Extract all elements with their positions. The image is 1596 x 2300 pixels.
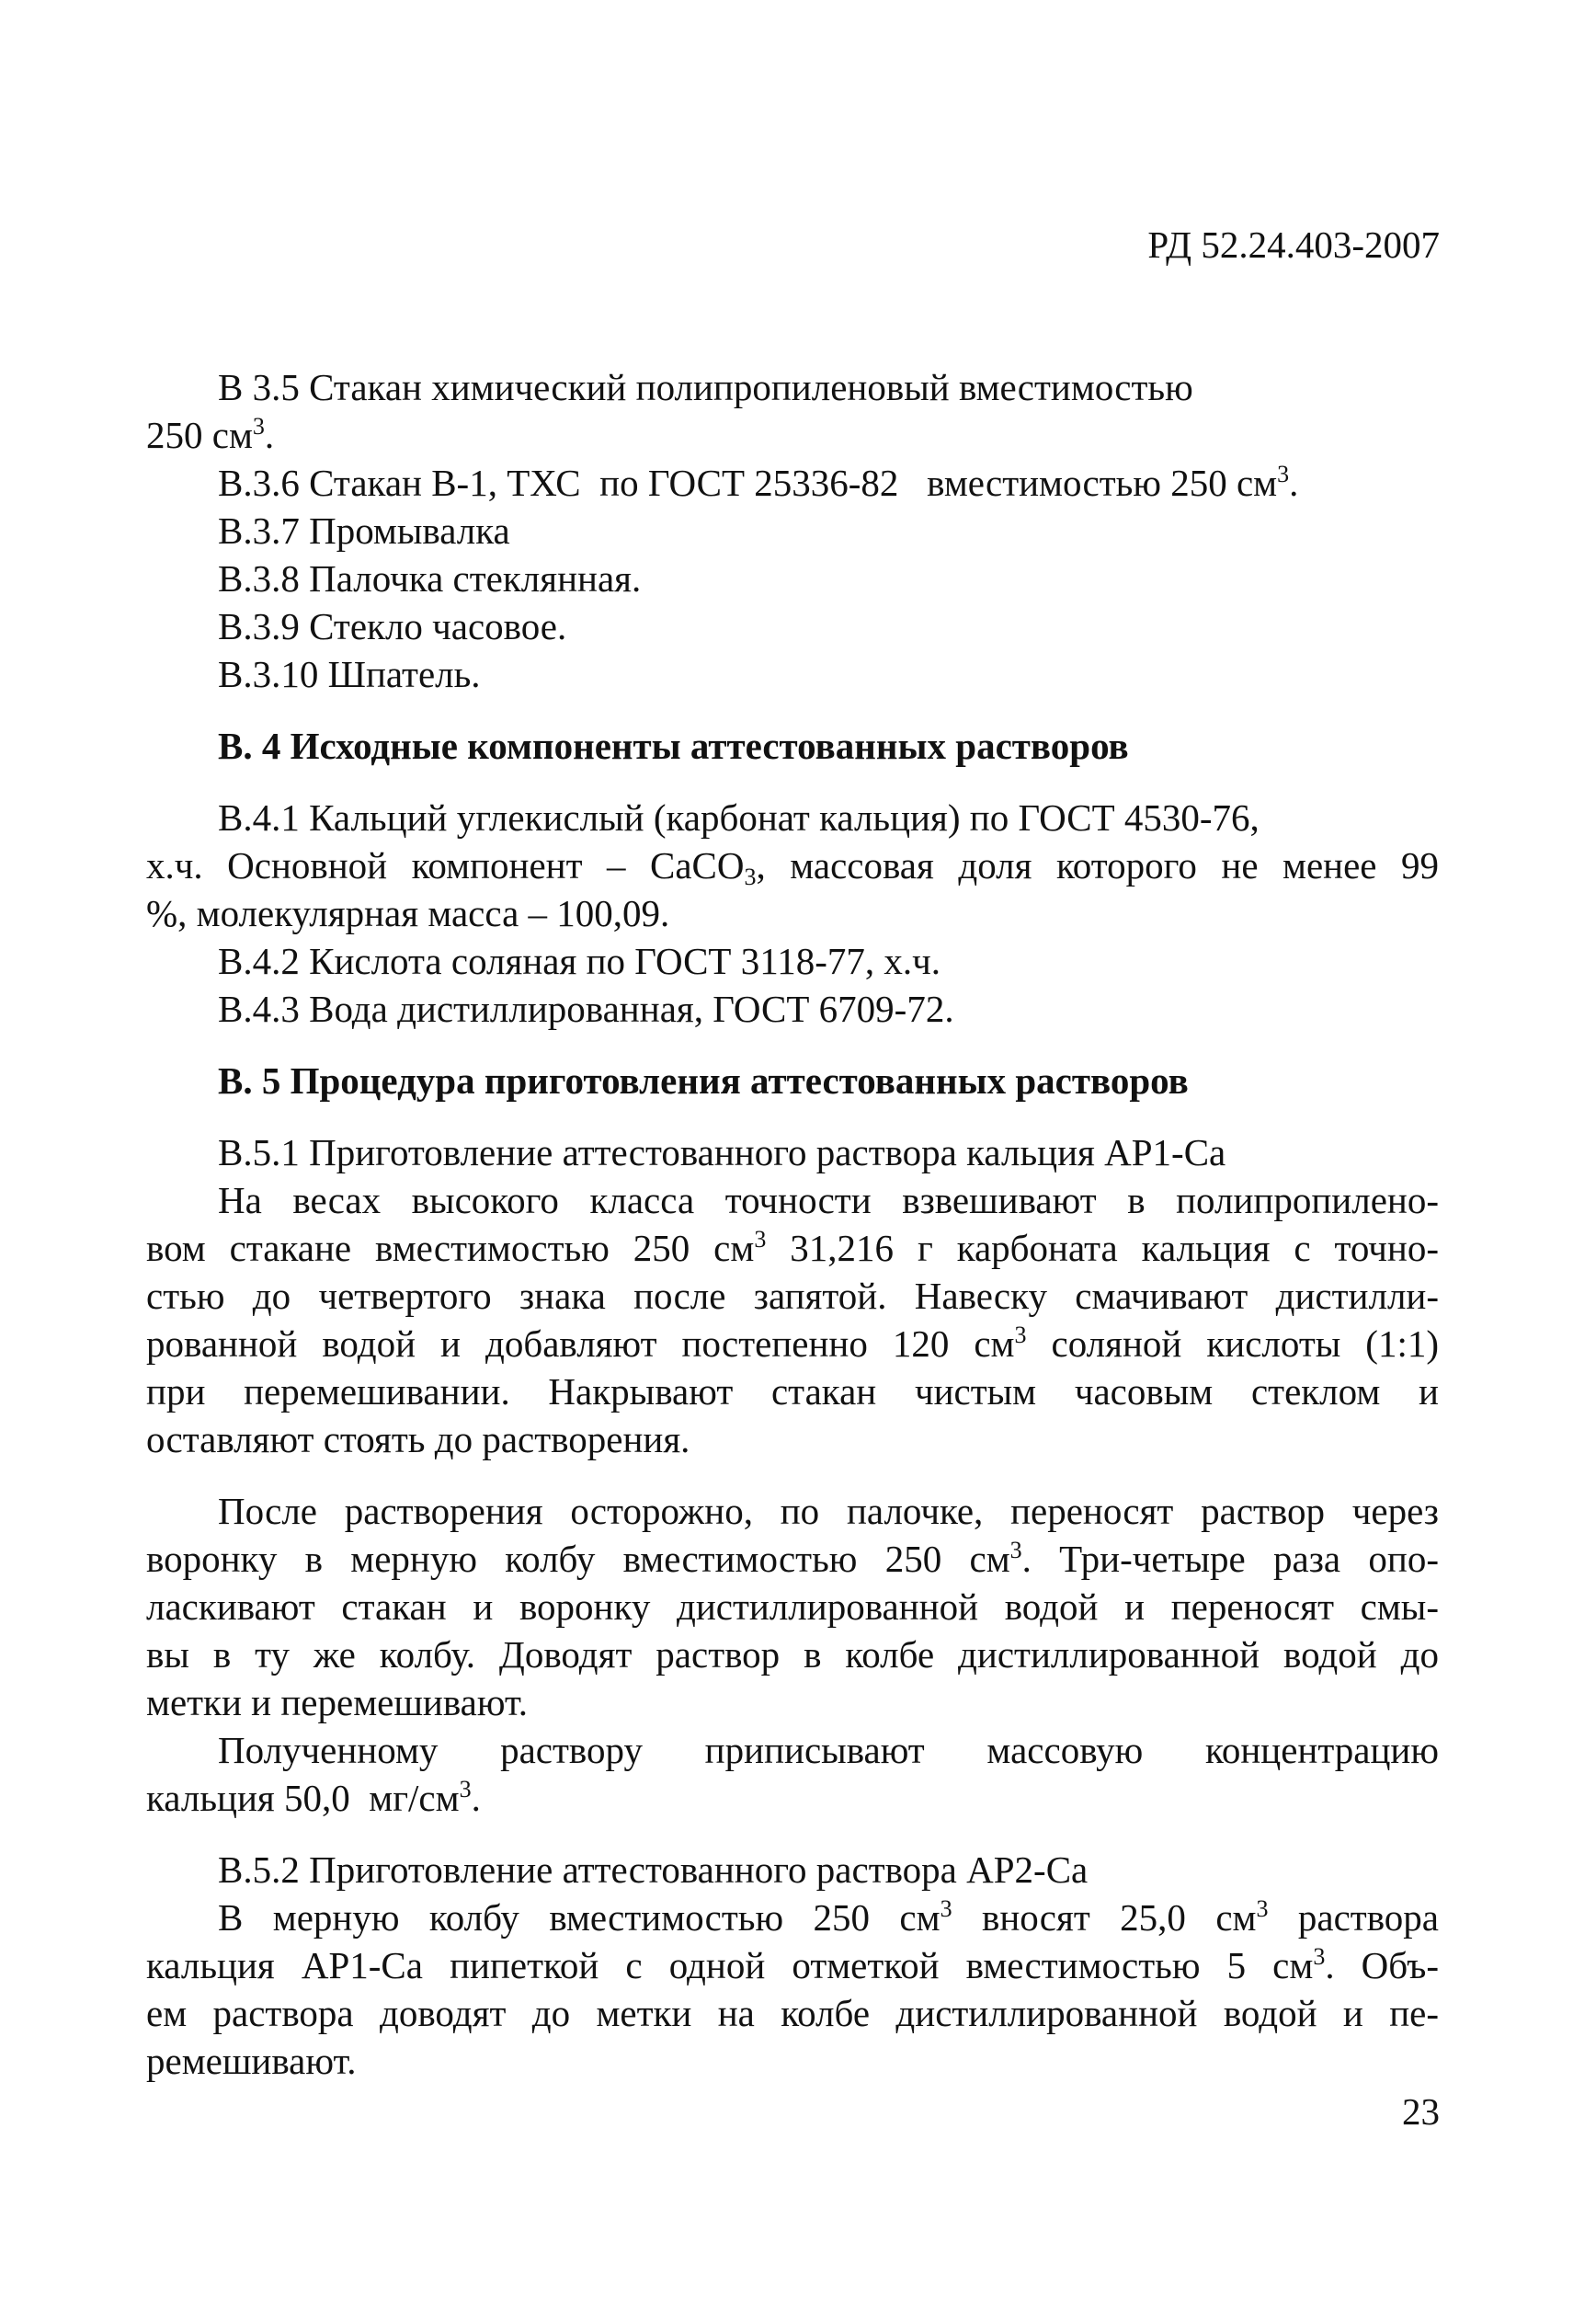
text-line: В.5.1 Приготовление аттестованного раствора кальция АР1-Са (218, 1131, 1226, 1173)
text-line: В.5.2 Приготовление аттестованного раствора АР2-Са (218, 1848, 1089, 1891)
text-line: В мерную колбу вместимостью 250 $см^3$ вносят 25,0 $см^3$ раствора (218, 1895, 1439, 1939)
section-heading: В. 5 Процедура приготовления аттестованных растворов (218, 1059, 1189, 1102)
text-line: рованной водой и добавляют постепенно 120 $см^3$ соляной кислоты (1:1) (146, 1322, 1440, 1365)
text-line: ем раствора доводят до метки на колбе дистиллированной водой и пе- (146, 1992, 1439, 2034)
document-body (146, 363, 1439, 2085)
text-line: На весах высокого класса точности взвешивают в полипропилено- (218, 1179, 1439, 1221)
page-number: 23 (1402, 2090, 1440, 2133)
text-line: 250 $см^3$. (146, 413, 275, 456)
text-line: В.4.2 Кислота соляная по ГОСТ 3118-77, х.ч. (218, 940, 940, 982)
text-line: ласкивают стакан и воронку дистиллированной водой и переносят смы- (146, 1585, 1439, 1628)
text-line: вом стакане вместимостью 250 $см^3$ 31,216 г карбоната кальция с точно- (146, 1226, 1440, 1269)
text-line: кальция 50,0 $мг/см^3$. (146, 1776, 481, 1819)
text-line: В.3.6 Стакан В-1, ТХС по ГОСТ 25336-82 вместимостью 250 $см^3$. (218, 461, 1299, 504)
text-line: ремешивают. (146, 2040, 357, 2082)
section-heading: В. 4 Исходные компоненты аттестованных растворов (218, 725, 1129, 767)
text-line: В.3.10 Шпатель. (218, 653, 481, 695)
text-line: В.3.9 Стекло часовое. (218, 605, 567, 647)
text-line: В.4.3 Вода дистиллированная, ГОСТ 6709-72. (218, 988, 954, 1030)
text-line: при перемешивании. Накрывают стакан чистым часовым стеклом и (146, 1370, 1439, 1413)
text-line: В.3.8 Палочка стеклянная. (218, 557, 642, 600)
text-line: х.ч. Основной компонент – CaCO$_3$, массовая доля которого не менее 99 (146, 844, 1439, 890)
text-line: метки и перемешивают. (146, 1681, 529, 1723)
text-line: кальция АР1-Са пипеткой с одной отметкой вместимостью 5 $см^3$. Объ- (146, 1943, 1439, 1986)
text-line: вы в ту же колбу. Доводят раствор в колбе дистиллированной водой до (146, 1633, 1439, 1676)
text-line: Полученному раствору приписывают массовую концентрацию (218, 1729, 1439, 1771)
text-line: В 3.5 Стакан химический полипропиленовый вместимостью (218, 366, 1193, 408)
text-line: воронку в мерную колбу вместимостью 250 $см^3$. Три-четыре раза опо- (146, 1537, 1439, 1580)
text-line: %, молекулярная масса – 100,09. (146, 892, 670, 934)
text-line: После растворения осторожно, по палочке, переносят раствор через (218, 1490, 1439, 1532)
text-line: стью до четвертого знака после запятой. Навеску смачивают дистилли- (146, 1275, 1439, 1317)
text-line: В.4.1 Кальций углекислый (карбонат кальция) по ГОСТ 4530-76, (218, 796, 1260, 839)
text-line: В.3.7 Промывалка (218, 509, 510, 552)
text-line: оставляют стоять до растворения. (146, 1418, 690, 1460)
document-code: РД 52.24.403-2007 (1147, 223, 1440, 266)
